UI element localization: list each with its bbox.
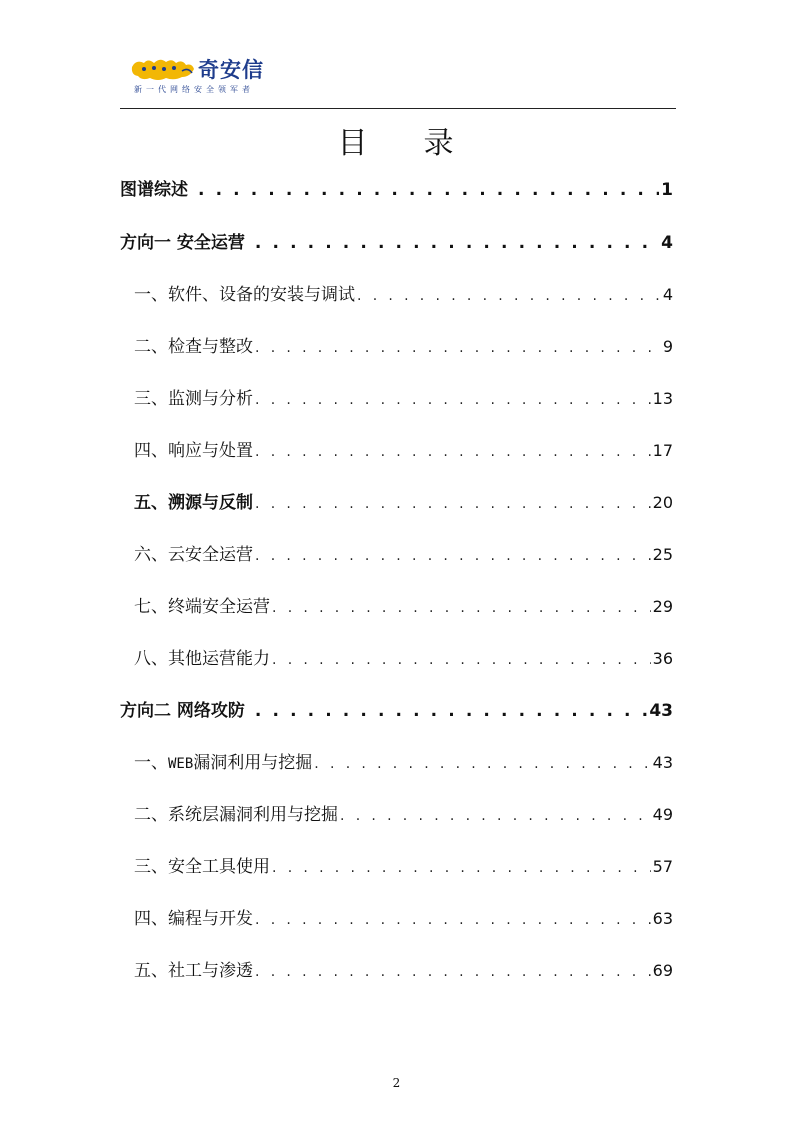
leader-dots [255, 699, 647, 723]
leader-dots [198, 178, 659, 202]
toc-entry-page: 4 [661, 233, 673, 253]
toc-entry-page: 69 [652, 961, 673, 980]
toc-entry-label: 方向二 网络攻防 [120, 701, 245, 721]
toc-entry-label: 云安全运营 [168, 545, 253, 565]
leader-dots [255, 440, 651, 464]
toc-entry[interactable] [134, 439, 673, 463]
qianxin-logo-icon [130, 57, 198, 83]
toc-entry-page: 13 [652, 389, 673, 408]
title-char-1: 目 [337, 126, 370, 161]
page-title [0, 118, 793, 162]
toc-entry-label: 方向一 安全运营 [120, 233, 245, 253]
leader-dots [340, 804, 651, 828]
toc-entry-page: 49 [652, 805, 673, 824]
leader-dots [255, 960, 651, 984]
toc-entry[interactable] [134, 907, 673, 931]
toc-entry-label: 终端安全运营 [168, 597, 270, 617]
toc-entry-number: 七、 [134, 597, 168, 617]
toc-entry-number: 一、 [134, 753, 168, 773]
toc-entry-number: 三、 [134, 857, 168, 877]
toc-entry-number: 三、 [134, 389, 168, 409]
toc-entry-page: 43 [652, 753, 673, 772]
toc-entry-label: 响应与处置 [168, 441, 253, 461]
leader-dots [255, 908, 651, 932]
brand-slogan: 新一代网络安全领军者 [134, 85, 254, 94]
page-number: 2 [392, 1076, 401, 1090]
leader-dots [255, 544, 651, 568]
toc-entry[interactable] [134, 283, 673, 307]
brand-name: 奇安信 [198, 58, 264, 82]
toc-entry-page: 17 [652, 441, 673, 460]
toc-entry-number: 一、 [134, 285, 168, 305]
toc-entry-page: 4 [662, 285, 673, 304]
leader-dots [255, 388, 651, 412]
toc-entry-number: 二、 [134, 805, 168, 825]
toc-entry-label: 软件、设备的安装与调试 [168, 285, 355, 305]
leader-dots [255, 231, 659, 255]
toc-entry-label: 图谱综述 [120, 180, 188, 200]
toc-entry[interactable] [134, 647, 673, 671]
title-char-2: 录 [423, 126, 456, 161]
leader-dots [357, 284, 661, 308]
page-header [120, 50, 676, 110]
leader-dots [272, 856, 651, 880]
toc-entry-label: 编程与开发 [168, 909, 253, 929]
toc-entry-label: 社工与渗透 [168, 961, 253, 981]
toc-entry-page: 63 [652, 909, 673, 928]
toc-entry-label: 安全工具使用 [168, 857, 270, 877]
toc-entry[interactable] [134, 595, 673, 619]
toc-entry[interactable] [134, 751, 673, 775]
toc-entry-number: 二、 [134, 337, 168, 357]
toc-entry-number: 六、 [134, 545, 168, 565]
toc-entry-number: 八、 [134, 649, 168, 669]
toc-entry[interactable] [134, 803, 673, 827]
toc-entry[interactable] [120, 699, 673, 723]
leader-dots [255, 492, 651, 516]
toc-entry-label: 系统层漏洞利用与挖掘 [168, 805, 338, 825]
toc-entry-page: 1 [661, 180, 673, 200]
toc-entry[interactable] [134, 855, 673, 879]
toc-entry-label-prefix: WEB [168, 756, 194, 772]
toc-entry[interactable] [120, 231, 673, 255]
toc-entry-page: 36 [652, 649, 673, 668]
toc-entry-number: 四、 [134, 909, 168, 929]
toc-entry[interactable] [134, 491, 673, 515]
leader-dots [314, 752, 650, 776]
toc-entry[interactable] [134, 387, 673, 411]
toc-entry-label: 监测与分析 [168, 389, 253, 409]
toc-entry[interactable] [120, 178, 673, 202]
leader-dots [272, 648, 651, 672]
toc-entry-page: 20 [652, 493, 673, 512]
leader-dots [255, 336, 661, 360]
toc-entry-label-text: 漏洞利用与挖掘 [193, 753, 313, 773]
toc-entry[interactable] [134, 335, 673, 359]
toc-entry-page: 43 [649, 701, 673, 721]
toc-entry-number: 四、 [134, 441, 168, 461]
toc-entry-page: 57 [652, 857, 673, 876]
toc-entry-label: 溯源与反制 [168, 493, 253, 513]
leader-dots [272, 596, 651, 620]
toc-entry-label: 其他运营能力 [168, 649, 270, 669]
header-divider [120, 108, 676, 109]
toc-entry-number: 五、 [134, 493, 168, 513]
toc-entry-number: 五、 [134, 961, 168, 981]
toc-entry-page: 9 [662, 337, 673, 356]
toc-entry-page: 29 [652, 597, 673, 616]
toc-entry[interactable] [134, 959, 673, 983]
toc-entry[interactable] [134, 543, 673, 567]
toc-entry-page: 25 [652, 545, 673, 564]
toc-entry-label [168, 751, 312, 776]
toc-entry-label: 检查与整改 [168, 337, 253, 357]
